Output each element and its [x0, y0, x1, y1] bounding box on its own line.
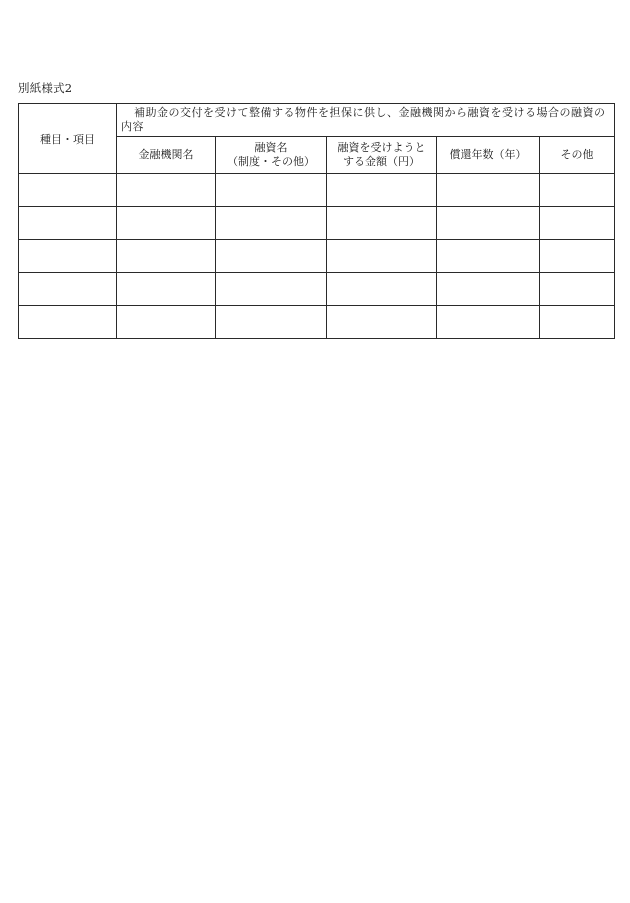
category-cell[interactable] — [19, 273, 117, 306]
repayment-years-cell[interactable] — [437, 273, 540, 306]
repayment-years-header-text: 償還年数（年） — [449, 148, 527, 161]
loan-name-header-line2: （制度・その他） — [227, 155, 315, 168]
amount-header — [327, 137, 437, 174]
repayment-years-cell[interactable] — [437, 240, 540, 273]
table-row — [19, 306, 615, 339]
category-cell[interactable] — [19, 240, 117, 273]
header-row-group — [19, 104, 615, 137]
other-header — [540, 137, 615, 174]
category-cell[interactable] — [19, 207, 117, 240]
other-cell[interactable] — [540, 174, 615, 207]
table-row — [19, 174, 615, 207]
loan-name-cell[interactable] — [216, 207, 327, 240]
category-header: 種目・項目 — [19, 104, 117, 174]
other-cell[interactable] — [540, 207, 615, 240]
amount-cell[interactable] — [327, 306, 437, 339]
loan-name-cell[interactable] — [216, 273, 327, 306]
amount-cell[interactable] — [327, 240, 437, 273]
institution-cell[interactable] — [117, 174, 216, 207]
repayment-years-cell[interactable] — [437, 174, 540, 207]
category-cell[interactable] — [19, 306, 117, 339]
repayment-years-cell[interactable] — [437, 207, 540, 240]
loan-name-cell[interactable] — [216, 174, 327, 207]
institution-cell[interactable] — [117, 273, 216, 306]
other-cell[interactable] — [540, 273, 615, 306]
repayment-years-cell[interactable] — [437, 306, 540, 339]
amount-cell[interactable] — [327, 174, 437, 207]
category-cell[interactable] — [19, 174, 117, 207]
loan-name-cell[interactable] — [216, 240, 327, 273]
financing-table — [18, 103, 615, 339]
amount-cell[interactable] — [327, 207, 437, 240]
institution-header-text: 金融機関名 — [138, 148, 194, 161]
institution-header — [117, 137, 216, 174]
loan-name-header-line1: 融資名 — [254, 141, 288, 154]
other-cell[interactable] — [540, 306, 615, 339]
other-cell[interactable] — [540, 240, 615, 273]
other-header-text: その他 — [560, 148, 594, 161]
institution-cell[interactable] — [117, 207, 216, 240]
amount-header-line2: する金額（円） — [343, 155, 420, 168]
table-row — [19, 273, 615, 306]
loan-content-header: 補助金の交付を受けて整備する物件を担保に供し、金融機関から融資を受ける場合の融資の内容 — [117, 104, 615, 137]
form-label: 別紙様式2 — [18, 81, 73, 95]
loan-name-header — [216, 137, 327, 174]
institution-cell[interactable] — [117, 306, 216, 339]
table-row — [19, 207, 615, 240]
table-row — [19, 240, 615, 273]
repayment-years-header — [437, 137, 540, 174]
loan-name-cell[interactable] — [216, 306, 327, 339]
amount-cell[interactable] — [327, 273, 437, 306]
amount-header-line1: 融資を受けようと — [337, 141, 426, 154]
institution-cell[interactable] — [117, 240, 216, 273]
